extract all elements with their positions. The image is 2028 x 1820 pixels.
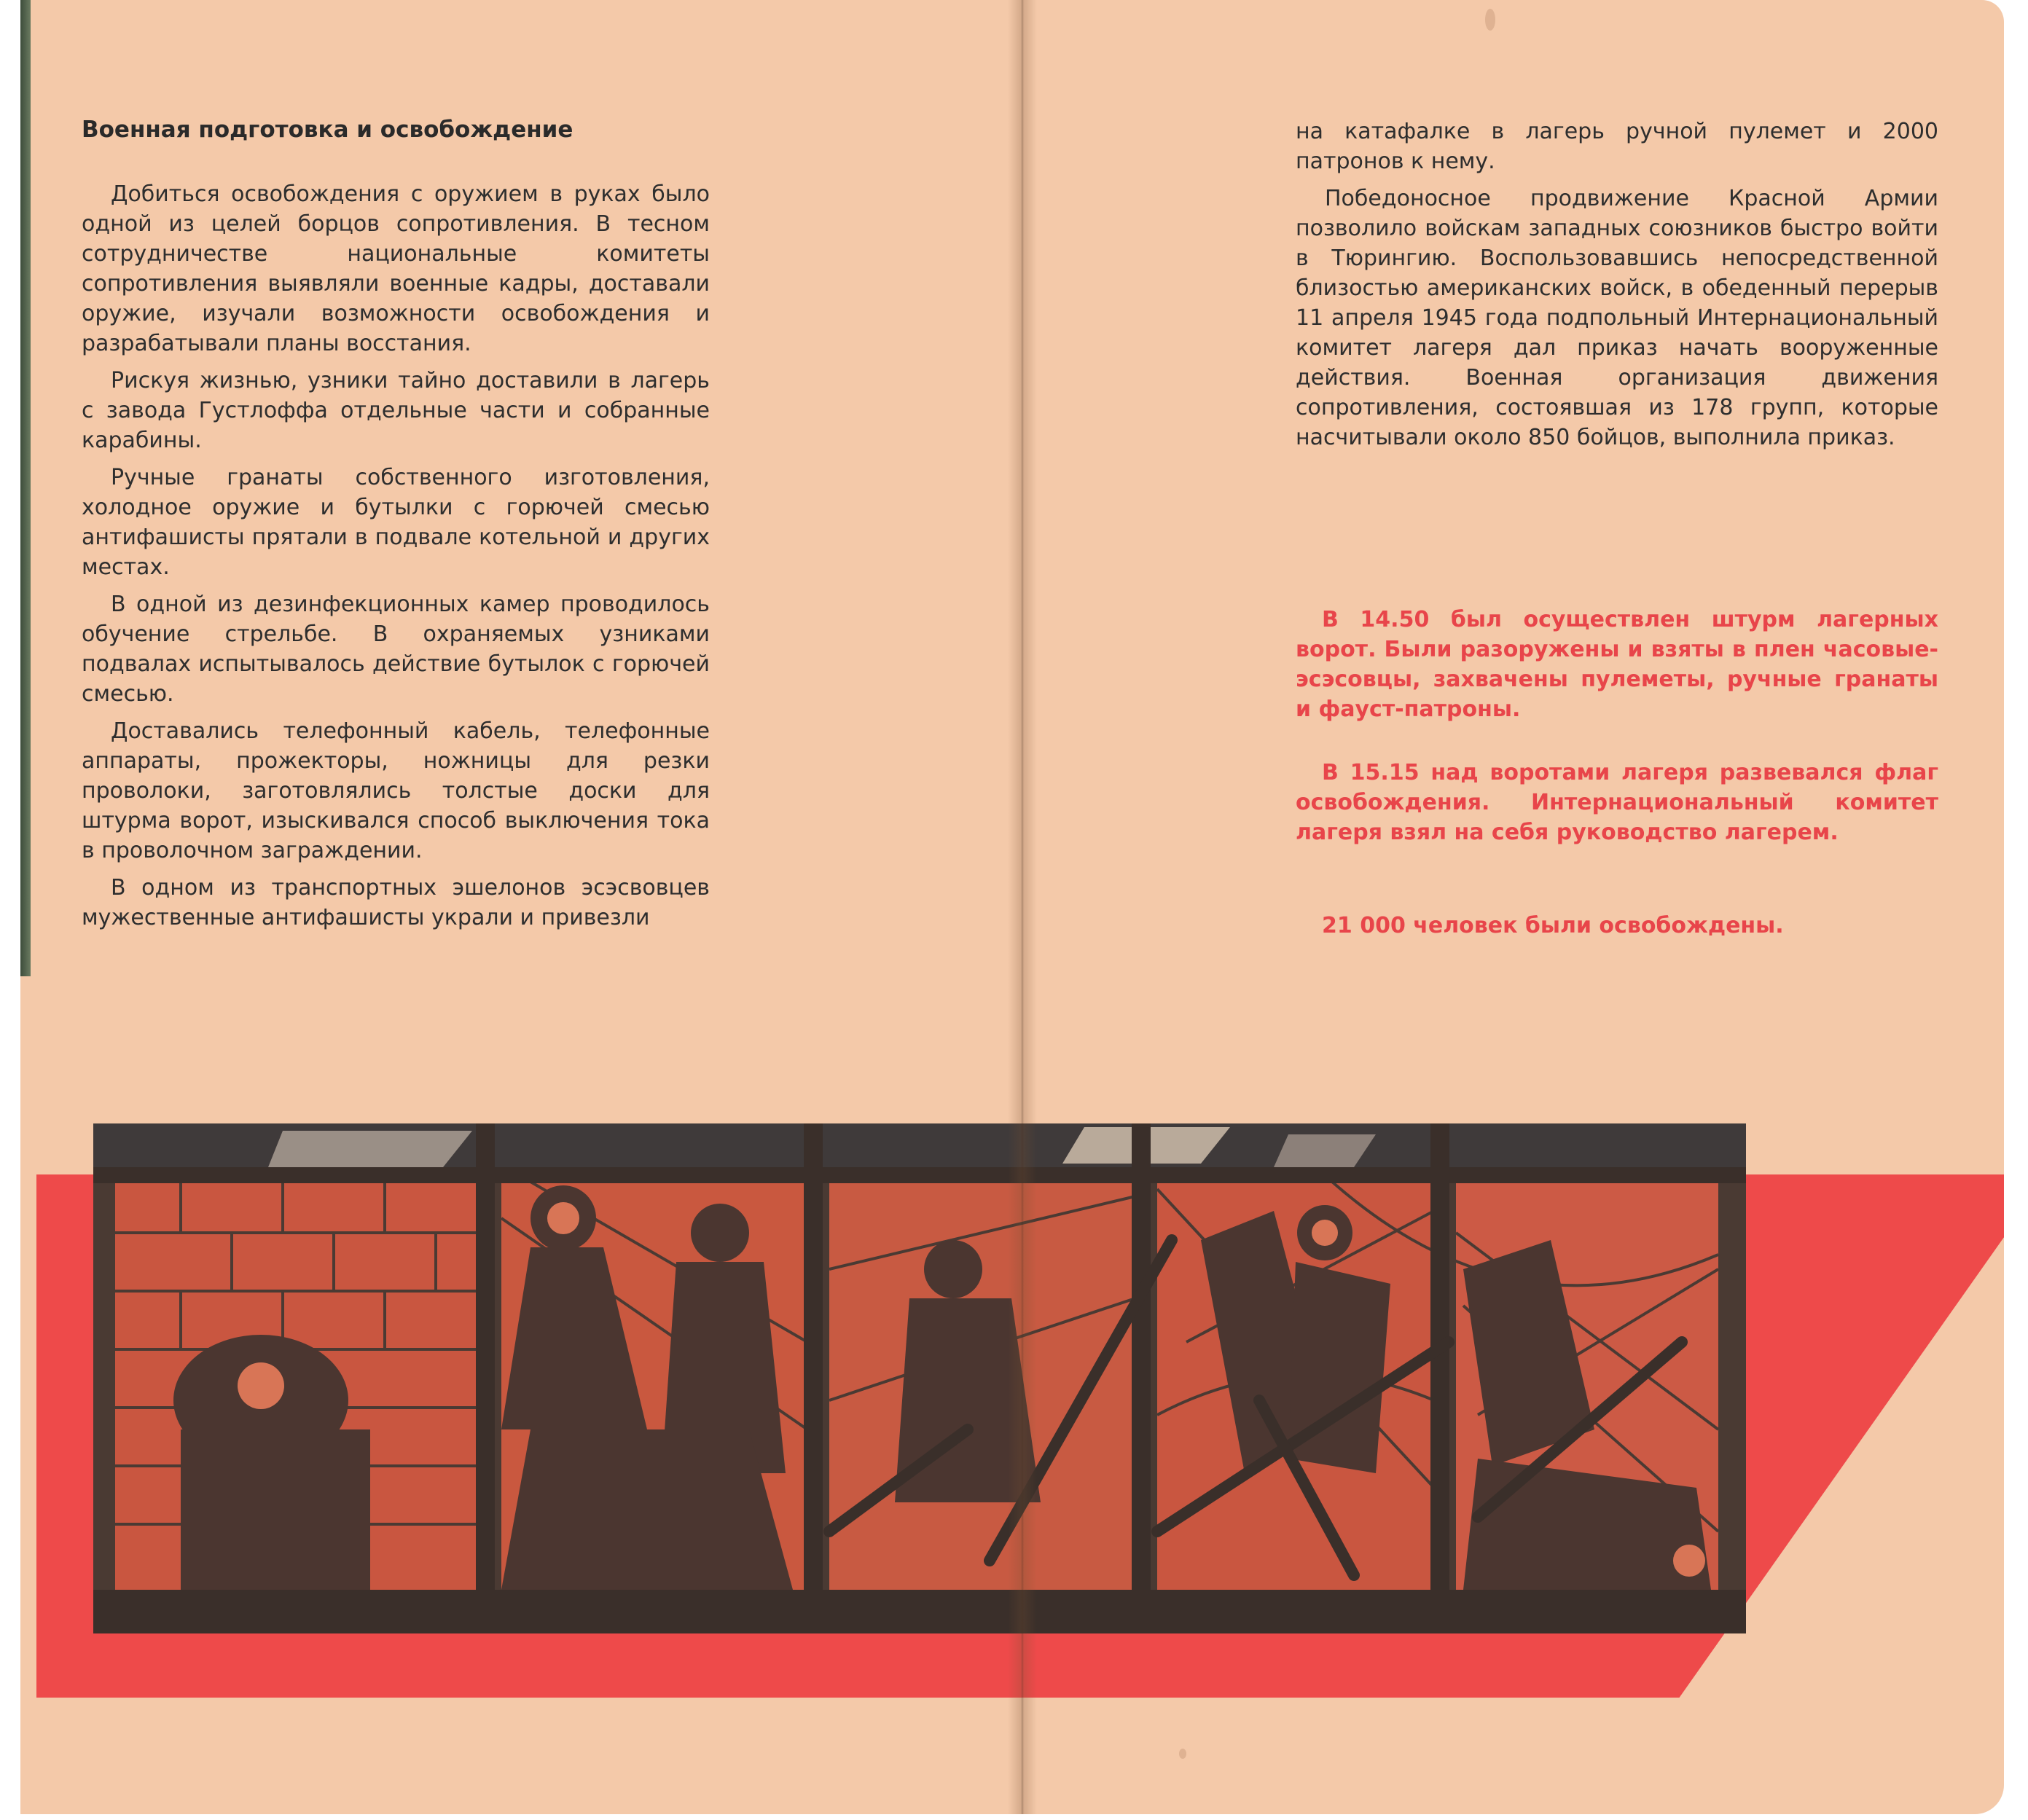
paper-blemish xyxy=(1485,9,1495,31)
paragraph: В одной из дезинфекционных камер проводилось обучение стрельбе. В охраняемых узниками подвалах испытывалось действие бутылок с горючей смесью. xyxy=(82,592,710,707)
left-page-text xyxy=(82,117,710,940)
book-gutter xyxy=(1008,0,1037,1814)
paper-blemish xyxy=(1179,1749,1186,1759)
paragraph: на катафалке в лагерь ручной пулемет и 2000 патронов к нему. xyxy=(1296,119,1938,174)
paragraph: Доставались телефонный кабель, телефонные аппараты, прожекторы, ножницы для резки проволоки, заготовлялись толстые доски для штурма ворот, изыскивался способ выключения тока в проволочном заграждении. xyxy=(82,718,710,863)
section-heading: Военная подготовка и освобождение xyxy=(82,117,573,143)
highlight-liberated-count: 21 000 человек были освобождены. xyxy=(1322,913,1784,938)
booklet-spread xyxy=(20,0,2004,1814)
stained-glass-mural-illustration xyxy=(93,1123,1746,1633)
cover-edge xyxy=(20,0,31,976)
highlight-storm-gates: В 14.50 был осуществлен штурм лагерных ворот. Были разоружены и взяты в плен часовые-эсэсовцы, захвачены пулеметы, ручные гранаты и фауст-патроны. xyxy=(1296,607,1938,722)
paragraph: Победоносное продвижение Красной Армии позволило войскам западных союзников быстро войти в Тюрингию. Воспользовавшись непосредственной близостью американских войск, в обеденный перерыв 11 апреля 1945 года подпольный Интернациональный комитет лагеря дал приказ начать вооруженные действия. Военная организация движения сопротивления, состоявшая из 178 групп, которые насчитывали около 850 бойцов, выполнила приказ. xyxy=(1296,186,1938,450)
right-page-text xyxy=(1296,117,1938,460)
paragraph: Добиться освобождения с оружием в руках было одной из целей борцов сопротивления. В тесном сотрудничестве национальные комитеты сопротивления выявляли военные кадры, доставали оружие, изучали возможности освобождения и разрабатывали планы восстания. xyxy=(82,181,710,356)
paragraph: Ручные гранаты собственного изготовления, холодное оружие и бутылки с горючей смесью антифашисты прятали в подвале котельной и других местах. xyxy=(82,465,710,580)
highlight-liberation-flag: В 15.15 над воротами лагеря развевался флаг освобождения. Интернациональный комитет лагеря взял на себя руководство лагерем. xyxy=(1296,760,1938,845)
paragraph: В одном из транспортных эшелонов эсэсвовцев мужественные антифашисты украли и привезли xyxy=(82,875,710,930)
paragraph: Рискуя жизнью, узники тайно доставили в лагерь с завода Густлоффа отдельные части и собранные карабины. xyxy=(82,368,710,453)
